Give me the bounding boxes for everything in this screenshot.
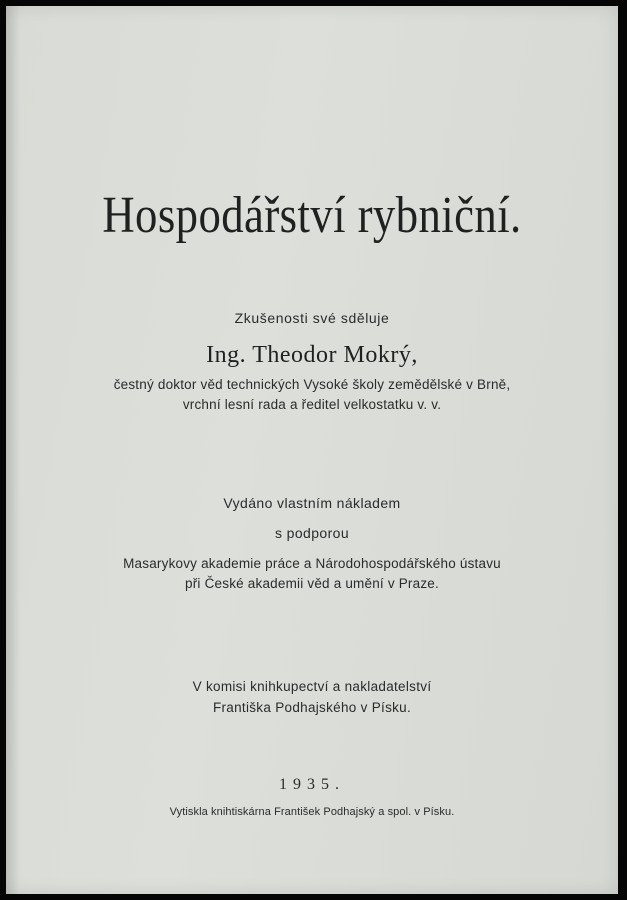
author-description-line-2: vrchní lesní rada a ředitel velkostatku v. v.: [182, 397, 442, 412]
support-line-2: při České akademii věd a umění v Praze.: [185, 576, 439, 591]
publication-line-1: Vydáno vlastním nákladem: [223, 495, 401, 511]
commission-line-2: Františka Podhajského v Písku.: [212, 700, 412, 715]
commission-line-1: V komisi knihkupectví a nakladatelství: [192, 679, 432, 694]
page-binding-shadow: [6, 6, 20, 894]
book-title-page: [6, 6, 618, 894]
support-line-1: Masarykovy akademie práce a Národohospodářského ústavu: [123, 556, 501, 571]
publication-line-2: s podporou: [274, 525, 350, 541]
printer-line: Vytiskla knihtiskárna František Podhajský a spol. v Písku.: [169, 806, 455, 818]
author-name: Ing. Theodor Mokrý,: [206, 342, 418, 368]
subtitle: Zkušenosti své sděluje: [234, 310, 390, 326]
author-description-line-1: čestný doktor věd technických Vysoké školy zemědělské v Brně,: [113, 377, 511, 392]
publication-year: 1935.: [279, 776, 345, 793]
book-title: Hospodářství rybniční.: [102, 187, 522, 244]
